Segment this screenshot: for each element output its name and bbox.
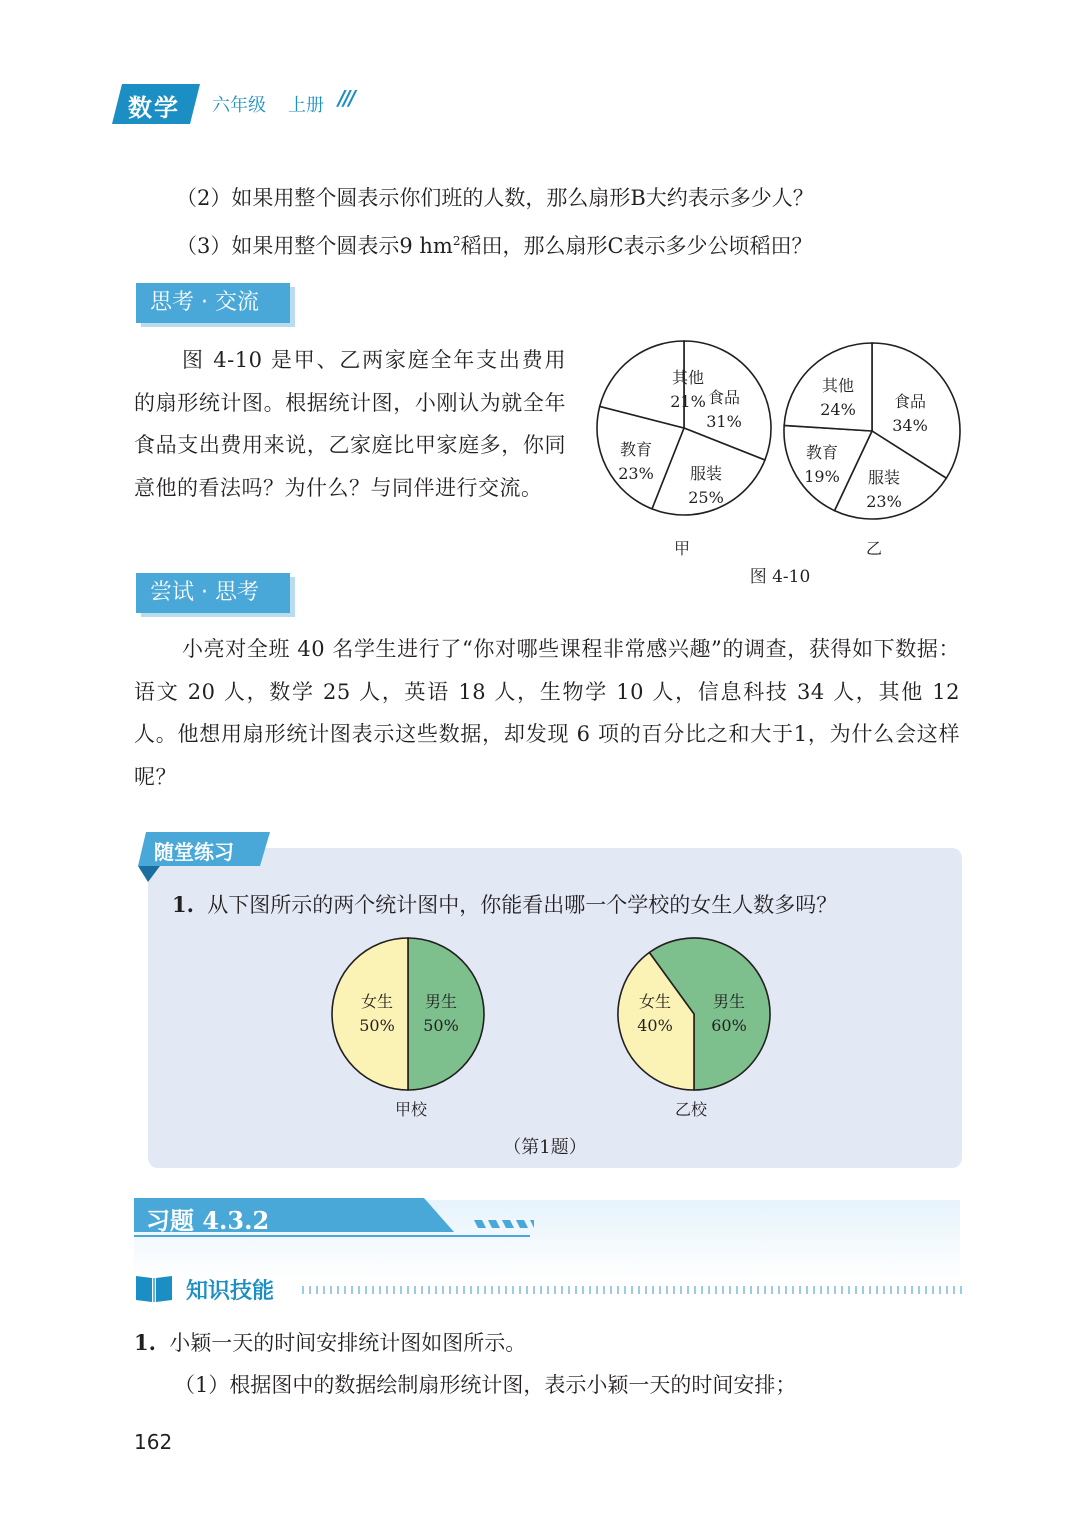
school-a-label-girls: 女生 50% [359, 992, 395, 1035]
subject-label: 数学 [128, 94, 180, 122]
jia-label-clothing: 服装 25% [688, 464, 724, 507]
practice-caption: （第1题） [503, 1137, 587, 1158]
figure-caption: 图 4-10 [749, 567, 811, 587]
jia-label-other: 其他 21% [670, 368, 706, 411]
yi-label-education: 教育 19% [804, 443, 840, 486]
book-icon [134, 1272, 174, 1304]
jia-label-education: 教育 23% [618, 440, 654, 483]
think-exchange-tag: 思考 · 交流 [136, 283, 290, 323]
exercise-q1: 1. 小颖一天的时间安排统计图如图所示。 [134, 1330, 527, 1355]
yi-label-clothing: 服装 23% [866, 468, 902, 511]
practice-title: 随堂练习 [154, 840, 234, 864]
try-think-tag: 尝试 · 思考 [136, 573, 290, 613]
yi-label-food: 食品 34% [892, 392, 928, 435]
school-b-label-boys: 男生 60% [711, 992, 747, 1035]
knowledge-skills-title: 知识技能 [186, 1279, 275, 1304]
school-a-label-boys: 男生 50% [423, 992, 459, 1035]
page-number: 162 [134, 1430, 173, 1454]
practice-question: 1. 从下图所示的两个统计图中，你能看出哪一个学校的女生人数多吗？ [172, 892, 838, 917]
school-b-label-girls: 女生 40% [637, 992, 673, 1035]
question-2: （2）如果用整个圆表示你们班的人数，那么扇形B大约表示多少人？ [176, 186, 814, 210]
dotted-rule [302, 1286, 962, 1294]
question-3: （3）如果用整个圆表示9 $hm^2$稻田，那么扇形C表示多少公顷稻田？ [176, 234, 813, 258]
grade-label: 六年级 [212, 95, 266, 116]
yi-pie-title: 乙 [865, 539, 882, 558]
exercise-q1-1: （1）根据图中的数据绘制扇形统计图，表示小颖一天的时间安排； [174, 1373, 797, 1397]
volume-label: 上册 [288, 95, 324, 116]
jia-label-food: 食品 31% [706, 388, 742, 431]
think-exchange-text: 图 4-10 是甲、乙两家庭全年支出费用的扇形统计图。根据统计图，小刚认为就全年食品支出费用来说，乙家庭比甲家庭多，你同意他的看法吗？为什么？与同伴进行交流。 [134, 348, 566, 500]
try-think-text: 小亮对全班 40 名学生进行了“你对哪些课程非常感兴趣”的调查，获得如下数据：语文 20 人，数学 25 人，英语 18 人，生物学 10 人，信息科技 34 人，其他 12 人。他想用扇形统计图表示这些数据，却发现 6 项的百分比之和大于1，为什么会这样呢？ [134, 637, 960, 789]
header-decoration: /// [338, 86, 354, 110]
yi-label-other: 其他 24% [820, 376, 856, 419]
exercise-title: 习题 4.3.2 [146, 1206, 270, 1235]
school-b-title: 乙校 [674, 1100, 707, 1119]
jia-pie-title: 甲 [673, 539, 690, 558]
school-a-title: 甲校 [394, 1100, 427, 1119]
